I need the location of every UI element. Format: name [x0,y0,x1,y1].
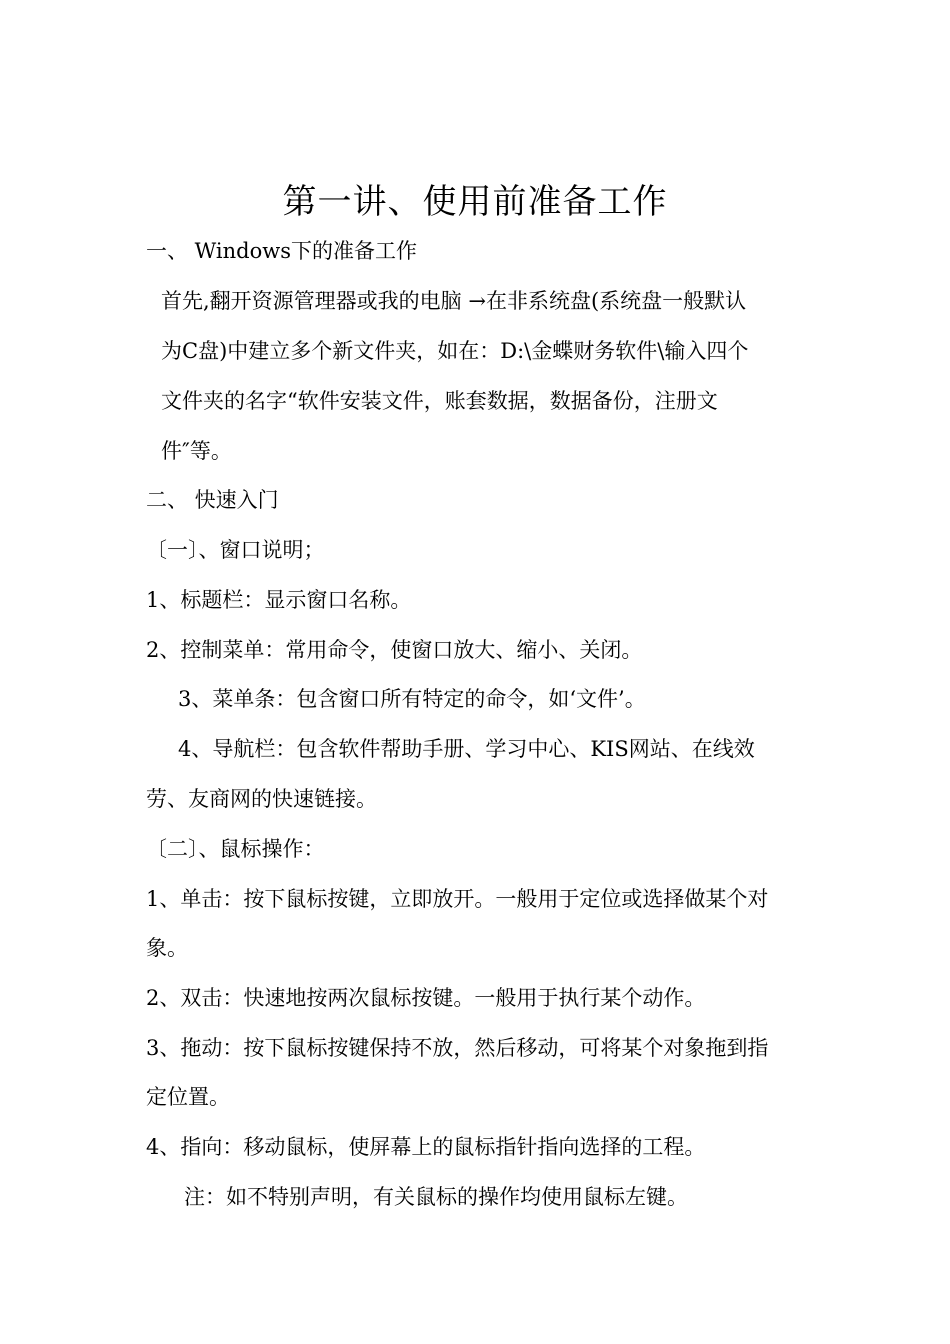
list-item-continuation: 劳、友商网的快速链接。 [146,787,377,811]
list-item: 4、导航栏：包含软件帮助手册、学习中心、KIS网站、在线效 [178,737,755,761]
list-item: 1、单击：按下鼠标按键，立即放开。一般用于定位或选择做某个对 [146,887,769,911]
paragraph-line: 件″等。 [161,439,232,463]
paragraph-line: 文件夹的名字“软件安装文件，账套数据，数据备份，注册文 [161,389,718,413]
list-item: 3、菜单条：包含窗口所有特定的命令，如‘文件’。 [178,687,646,711]
section-heading-quick-start: 二、 快速入门 [146,488,279,512]
section-heading-windows-prep: 一、 Windows下的准备工作 [146,239,417,263]
subsection-heading-mouse: 〔二〕、鼠标操作： [146,837,325,861]
subsection-heading-window: 〔一〕、窗口说明； [146,538,325,562]
list-item-continuation: 象。 [146,936,188,960]
list-item: 2、双击：快速地按两次鼠标按键。一般用于执行某个动作。 [146,986,706,1010]
list-item: 2、控制菜单：常用命令，使窗口放大、缩小、关闭。 [146,638,643,662]
paragraph-line: 为C盘)中建立多个新文件夹，如在：D:\金蝶财务软件\输入四个 [161,339,749,363]
paragraph-line: 首先,翻开资源管理器或我的电脑 →在非系统盘(系统盘一般默认 [161,289,747,313]
list-item-continuation: 定位置。 [146,1085,230,1109]
document-title: 第一讲、使用前准备工作 [282,182,668,222]
note-line: 注：如不特别声明，有关鼠标的操作均使用鼠标左键。 [184,1185,688,1209]
list-item: 3、拖动：按下鼠标按键保持不放，然后移动，可将某个对象拖到指 [146,1036,769,1060]
list-item: 1、标题栏：显示窗口名称。 [146,588,412,612]
list-item: 4、指向：移动鼠标，使屏幕上的鼠标指针指向选择的工程。 [146,1135,706,1159]
